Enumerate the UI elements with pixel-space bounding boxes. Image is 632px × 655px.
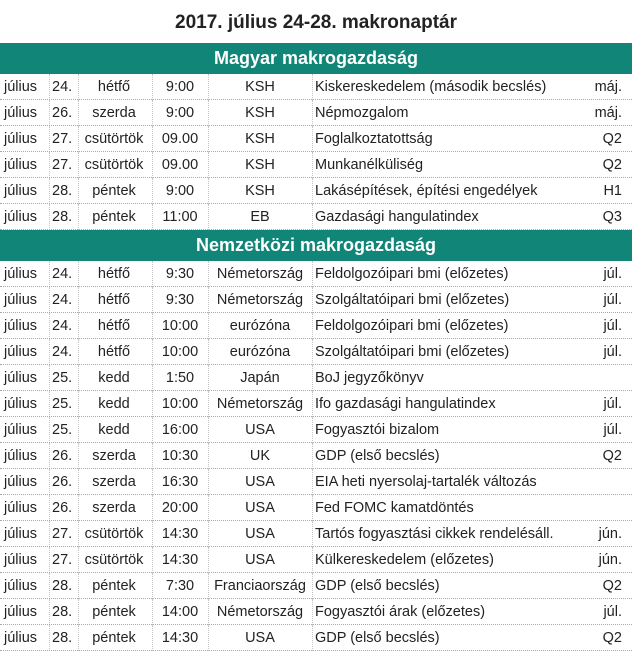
source-cell: UK (249, 448, 271, 464)
day-cell: 24. (52, 344, 73, 360)
indicator-cell: Tartós fogyasztási cikkek rendelésáll. (315, 526, 554, 542)
section-hungarian (0, 43, 632, 230)
source-cell: EB (250, 209, 270, 225)
weekday-cell: péntek (92, 209, 136, 225)
indicator-cell: BoJ jegyzőkönyv (315, 370, 424, 386)
indicator-cell: GDP (első becslés) (315, 630, 440, 646)
indicator-cell: GDP (első becslés) (315, 448, 440, 464)
month-cell: július (4, 131, 38, 147)
column-divider (49, 573, 50, 599)
day-cell: 28. (52, 604, 73, 620)
day-cell: 28. (52, 578, 73, 594)
column-divider (312, 100, 313, 126)
period-cell: júl. (603, 604, 622, 620)
month-cell: július (4, 79, 38, 95)
indicator-cell: Feldolgozóipari bmi (előzetes) (315, 318, 509, 334)
month-cell: július (4, 448, 38, 464)
indicator-cell: Foglalkoztatottság (315, 131, 433, 147)
day-cell: 24. (52, 292, 73, 308)
column-divider (49, 100, 50, 126)
month-cell: július (4, 396, 38, 412)
source-cell: Japán (240, 370, 280, 386)
day-cell: 27. (52, 552, 73, 568)
time-cell: 14:00 (161, 604, 199, 620)
column-divider (49, 495, 50, 521)
period-cell: Q2 (602, 131, 622, 147)
day-cell: 28. (52, 209, 73, 225)
indicator-cell: Szolgáltatóipari bmi (előzetes) (315, 344, 510, 360)
day-cell: 27. (52, 131, 73, 147)
indicator-cell: Kiskereskedelem (második becslés) (315, 79, 547, 95)
day-cell: 26. (52, 105, 73, 121)
source-cell: Németország (216, 266, 304, 282)
column-divider (312, 365, 313, 391)
weekday-cell: hétfő (97, 344, 131, 360)
month-cell: július (4, 552, 38, 568)
weekday-cell: szerda (92, 448, 136, 464)
table-row (0, 547, 632, 573)
month-cell: július (4, 209, 38, 225)
table-row (0, 152, 632, 178)
section-heading: Magyar makrogazdaság (0, 43, 632, 74)
weekday-cell: szerda (92, 500, 136, 516)
column-divider (312, 74, 313, 100)
column-divider (312, 391, 313, 417)
weekday-cell: csütörtök (84, 552, 144, 568)
table-row (0, 313, 632, 339)
day-cell: 25. (52, 422, 73, 438)
column-divider (49, 74, 50, 100)
column-divider (49, 178, 50, 204)
month-cell: július (4, 370, 38, 386)
time-cell: 9:30 (165, 266, 195, 282)
column-divider (312, 339, 313, 365)
table-row (0, 391, 632, 417)
column-divider (49, 417, 50, 443)
period-cell: júl. (603, 318, 622, 334)
time-cell: 16:00 (161, 422, 199, 438)
table-row (0, 521, 632, 547)
period-cell: júl. (603, 266, 622, 282)
table-row (0, 261, 632, 287)
calendar-rows (0, 261, 632, 651)
weekday-cell: péntek (92, 578, 136, 594)
month-cell: július (4, 105, 38, 121)
day-cell: 25. (52, 396, 73, 412)
month-cell: július (4, 526, 38, 542)
section-international (0, 230, 632, 651)
time-cell: 1:50 (165, 370, 195, 386)
month-cell: július (4, 318, 38, 334)
column-divider (49, 152, 50, 178)
period-cell: máj. (594, 105, 622, 121)
source-cell: USA (245, 526, 275, 542)
indicator-cell: Ifo gazdasági hangulatindex (315, 396, 496, 412)
time-cell: 11:00 (162, 209, 198, 225)
indicator-cell: Fogyasztói bizalom (315, 422, 440, 438)
source-cell: Németország (216, 604, 304, 620)
weekday-cell: péntek (92, 630, 136, 646)
page-title: 2017. július 24-28. makronaptár (175, 12, 457, 33)
period-cell: jún. (598, 526, 622, 542)
column-divider (312, 152, 313, 178)
period-cell: Q2 (602, 578, 622, 594)
source-cell: Franciaország (214, 578, 306, 594)
indicator-cell: Fed FOMC kamatdöntés (315, 500, 474, 516)
column-divider (49, 469, 50, 495)
column-divider (312, 204, 313, 230)
column-divider (49, 443, 50, 469)
column-divider (312, 417, 313, 443)
period-cell: jún. (598, 552, 622, 568)
indicator-cell: Munkanélküliség (315, 157, 424, 173)
column-divider (49, 339, 50, 365)
weekday-cell: csütörtök (84, 526, 144, 542)
table-row (0, 204, 632, 230)
table-row (0, 339, 632, 365)
time-cell: 10:00 (161, 344, 199, 360)
table-row (0, 469, 632, 495)
table-row (0, 495, 632, 521)
table-row (0, 126, 632, 152)
table-row (0, 443, 632, 469)
column-divider (312, 495, 313, 521)
month-cell: július (4, 422, 38, 438)
weekday-cell: csütörtök (84, 157, 144, 173)
period-cell: Q2 (602, 448, 622, 464)
column-divider (312, 178, 313, 204)
weekday-cell: hétfő (97, 266, 131, 282)
table-row (0, 599, 632, 625)
month-cell: július (4, 474, 38, 490)
month-cell: július (4, 157, 38, 173)
column-divider (312, 469, 313, 495)
table-row (0, 625, 632, 651)
time-cell: 9:30 (165, 292, 195, 308)
day-cell: 24. (52, 79, 73, 95)
time-cell: 16:30 (161, 474, 199, 490)
table-row (0, 365, 632, 391)
month-cell: július (4, 500, 38, 516)
column-divider (312, 573, 313, 599)
month-cell: július (4, 578, 38, 594)
source-cell: USA (245, 474, 275, 490)
day-cell: 26. (52, 500, 73, 516)
day-cell: 26. (52, 474, 73, 490)
column-divider (312, 625, 313, 651)
month-cell: július (4, 630, 38, 646)
column-divider (312, 547, 313, 573)
period-cell: Q2 (602, 630, 622, 646)
period-cell: júl. (603, 344, 622, 360)
column-divider (49, 365, 50, 391)
source-cell: eurózóna (229, 318, 291, 334)
calendar-rows (0, 74, 632, 230)
weekday-cell: szerda (92, 105, 136, 121)
section-heading: Nemzetközi makrogazdaság (0, 230, 632, 261)
day-cell: 28. (52, 183, 73, 199)
weekday-cell: péntek (92, 604, 136, 620)
weekday-cell: szerda (92, 474, 136, 490)
period-cell: H1 (603, 183, 622, 199)
table-row (0, 573, 632, 599)
table-row (0, 100, 632, 126)
column-divider (49, 313, 50, 339)
source-cell: KSH (245, 105, 275, 121)
day-cell: 27. (52, 157, 73, 173)
indicator-cell: Szolgáltatóipari bmi (előzetes) (315, 292, 510, 308)
source-cell: KSH (245, 157, 275, 173)
period-cell: júl. (603, 396, 622, 412)
month-cell: július (4, 344, 38, 360)
indicator-cell: EIA heti nyersolaj-tartalék változás (315, 474, 537, 490)
time-cell: 9:00 (165, 183, 195, 199)
weekday-cell: hétfő (97, 79, 131, 95)
source-cell: USA (245, 630, 275, 646)
column-divider (49, 391, 50, 417)
column-divider (49, 126, 50, 152)
period-cell: júl. (603, 422, 622, 438)
time-cell: 9:00 (165, 105, 195, 121)
column-divider (49, 599, 50, 625)
source-cell: KSH (245, 183, 275, 199)
weekday-cell: csütörtök (84, 131, 144, 147)
time-cell: 14:30 (161, 526, 199, 542)
month-cell: július (4, 266, 38, 282)
time-cell: 09.00 (161, 131, 199, 147)
table-row (0, 178, 632, 204)
column-divider (312, 599, 313, 625)
time-cell: 14:30 (161, 552, 199, 568)
source-cell: KSH (245, 79, 275, 95)
source-cell: Németország (216, 292, 304, 308)
indicator-cell: GDP (első becslés) (315, 578, 440, 594)
weekday-cell: kedd (98, 396, 130, 412)
time-cell: 10:00 (161, 318, 199, 334)
weekday-cell: hétfő (97, 292, 131, 308)
day-cell: 25. (52, 370, 73, 386)
column-divider (312, 126, 313, 152)
period-cell: júl. (603, 292, 622, 308)
column-divider (49, 204, 50, 230)
table-row (0, 287, 632, 313)
time-cell: 9:00 (165, 79, 195, 95)
weekday-cell: kedd (98, 370, 130, 386)
column-divider (312, 313, 313, 339)
column-divider (312, 443, 313, 469)
weekday-cell: péntek (92, 183, 136, 199)
weekday-cell: hétfő (97, 318, 131, 334)
period-cell: Q3 (602, 209, 622, 225)
month-cell: július (4, 604, 38, 620)
time-cell: 09.00 (161, 157, 199, 173)
indicator-cell: Külkereskedelem (előzetes) (315, 552, 494, 568)
source-cell: eurózóna (229, 344, 291, 360)
column-divider (49, 261, 50, 287)
time-cell: 10:00 (161, 396, 199, 412)
source-cell: KSH (245, 131, 275, 147)
column-divider (49, 521, 50, 547)
time-cell: 14:30 (161, 630, 199, 646)
time-cell: 20:00 (161, 500, 199, 516)
month-cell: július (4, 183, 38, 199)
indicator-cell: Fogyasztói árak (előzetes) (315, 604, 486, 620)
column-divider (312, 521, 313, 547)
source-cell: USA (245, 500, 275, 516)
time-cell: 10:30 (161, 448, 199, 464)
time-cell: 7:30 (165, 578, 195, 594)
day-cell: 26. (52, 448, 73, 464)
indicator-cell: Lakásépítések, építési engedélyek (315, 183, 538, 199)
column-divider (49, 287, 50, 313)
period-cell: Q2 (602, 157, 622, 173)
source-cell: USA (245, 552, 275, 568)
day-cell: 28. (52, 630, 73, 646)
column-divider (312, 261, 313, 287)
source-cell: USA (245, 422, 275, 438)
day-cell: 24. (52, 318, 73, 334)
indicator-cell: Népmozgalom (315, 105, 409, 121)
indicator-cell: Gazdasági hangulatindex (315, 209, 479, 225)
column-divider (312, 287, 313, 313)
weekday-cell: kedd (98, 422, 130, 438)
source-cell: Németország (216, 396, 304, 412)
table-row (0, 417, 632, 443)
indicator-cell: Feldolgozóipari bmi (előzetes) (315, 266, 509, 282)
month-cell: július (4, 292, 38, 308)
column-divider (49, 625, 50, 651)
day-cell: 24. (52, 266, 73, 282)
period-cell: máj. (594, 79, 622, 95)
day-cell: 27. (52, 526, 73, 542)
table-row (0, 74, 632, 100)
column-divider (49, 547, 50, 573)
